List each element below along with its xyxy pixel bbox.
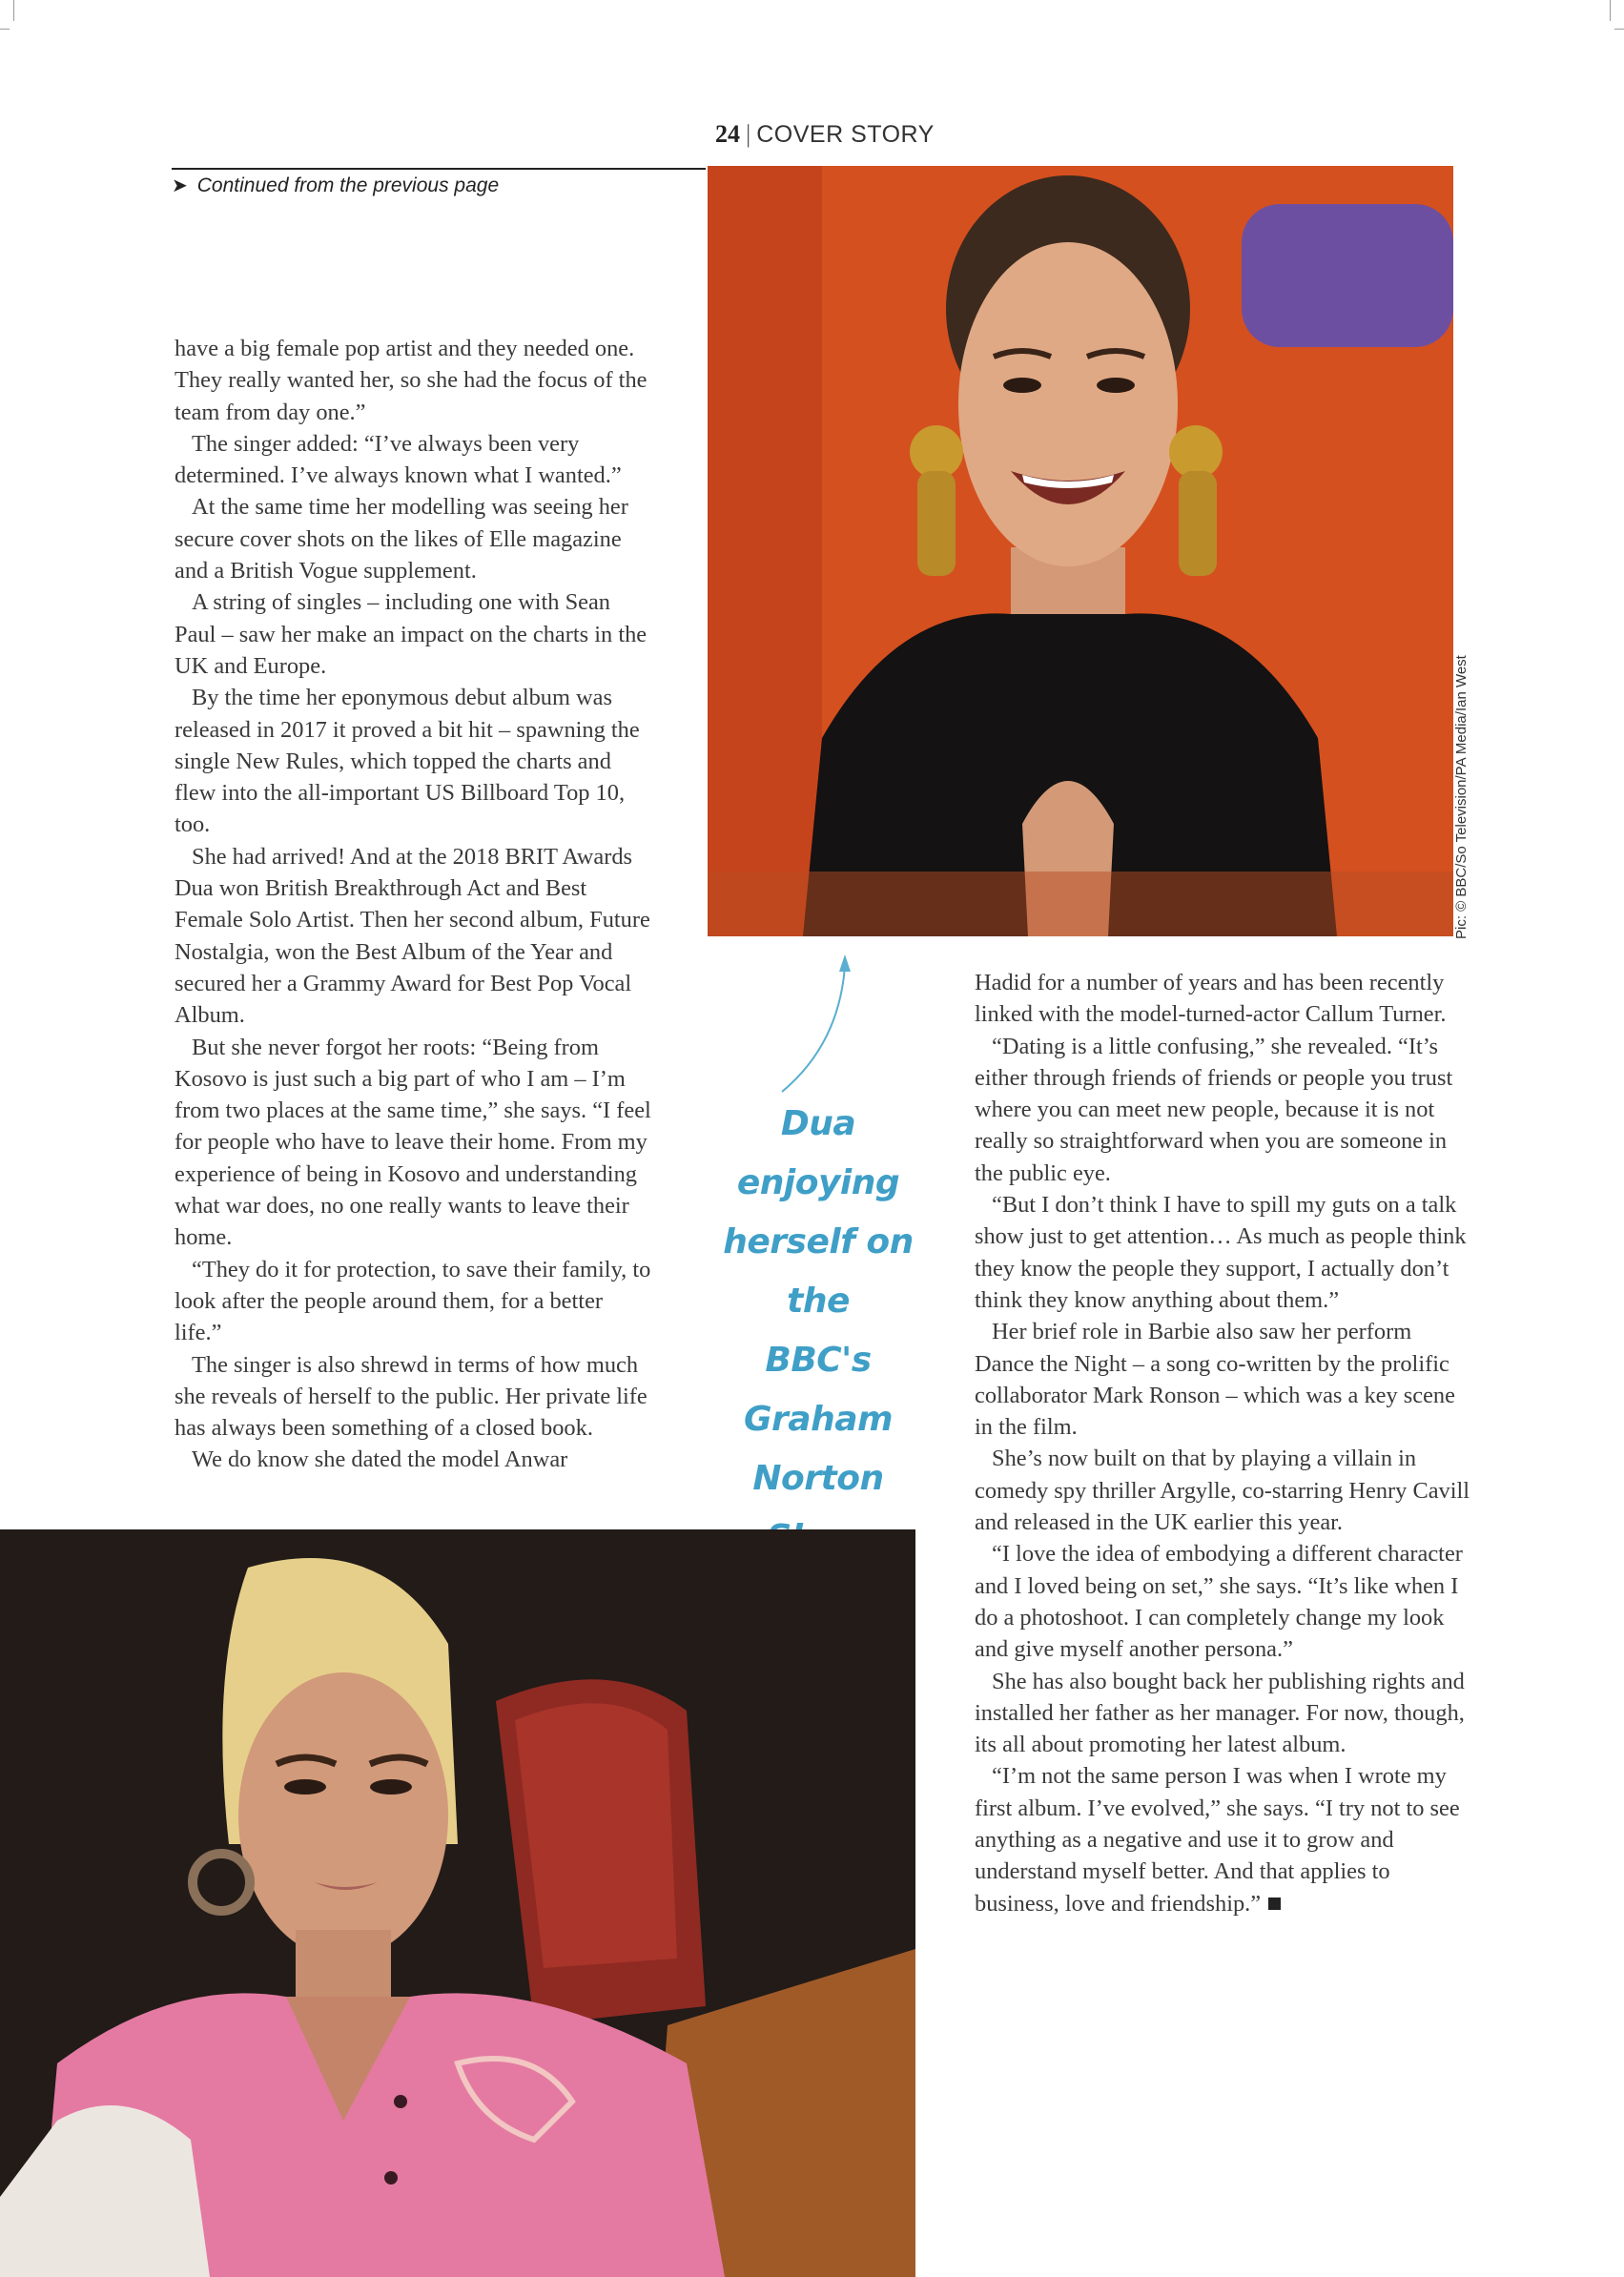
arrow-icon: ➤ (172, 175, 188, 196)
caption-arrow-icon (763, 949, 858, 1101)
paragraph-text: “I’m not the same person I was when I wrote my first album. I’ve evolved,” she says. “I try not to see anything as a negative and use it to grow and understand myself better. And that applies to business, love and friendship.” (975, 1763, 1460, 1917)
crop-mark (13, 0, 14, 21)
paragraph: Her brief role in Barbie also saw her perform Dance the Night – a song co-written by the prolific collaborator Mark Ronson – which was a key scene in the film. (975, 1319, 1455, 1441)
paragraph: But she never forgot her roots: “Being from Kosovo is just such a big part of who I am – I’m from two places at the same time,” she says. “I feel for people who have to leave their home. From my experience of being in Kosovo and understanding what war does, no one really wants to leave their home. (175, 1034, 651, 1251)
paragraph: She had arrived! And at the 2018 BRIT Awards Dua won British Breakthrough Act and Best Female Solo Artist. Then her second album, Future Nostalgia, won the Best Album of the Year and secured her a Grammy Award for Best Pop Vocal Album. (175, 843, 650, 1029)
page-header (715, 120, 935, 149)
caption-line: Dua enjoying (736, 1104, 900, 1202)
paragraph: “I love the idea of embodying a different character and I loved being on set,” she says. “It’s like when I do a photoshoot. I can completely change my look and give myself another persona.” (975, 1541, 1463, 1663)
paragraph: We do know she dated the model Anwar (192, 1446, 568, 1473)
paragraph: She has also bought back her publishing rights and installed her father as her manager. For now, though, its all about promoting her latest album. (975, 1668, 1465, 1758)
page-number: 24 (715, 120, 740, 148)
section-title: COVER STORY (756, 121, 935, 148)
paragraph: “They do it for protection, to save their family, to look after the people around them, for a better life.” (175, 1256, 651, 1346)
photo-portrait-pink-shirt (0, 1529, 915, 2277)
crop-mark (1614, 29, 1624, 30)
caption-line: Norton (752, 1459, 884, 1498)
header-rule (172, 168, 706, 170)
paragraph: have a big female pop artist and they needed one. They really wanted her, so she had the focus of the team from day one.” (175, 336, 648, 425)
continued-note (172, 174, 499, 197)
paragraph: A string of singles – including one with Sean Paul – saw her make an impact on the charts in the UK and Europe. (175, 589, 648, 679)
photo-caption (704, 1095, 933, 1568)
caption-line: herself on the (723, 1222, 914, 1321)
caption-line: BBC's Graham (743, 1341, 894, 1439)
paragraph: She’s now built on that by playing a villain in comedy spy thriller Argylle, co-starring Henry Cavill and released in the UK earlier this year. (975, 1446, 1470, 1536)
continued-label: Continued from the previous page (196, 174, 500, 196)
paragraph: “But I don’t think I have to spill my guts on a talk show just to get attention… As much as people think they know the people they support, I actually don’t think they know anything about them.” (975, 1192, 1467, 1313)
header-separator: | (746, 120, 751, 148)
photo-credit: Pic: © BBC/So Television/PA Media/Ian West (1453, 655, 1470, 939)
photo-graham-norton (708, 166, 1453, 936)
paragraph: At the same time her modelling was seeing her secure cover shots on the likes of Elle magazine and a British Vogue supplement. (175, 494, 628, 585)
paragraph: The singer added: “I’ve always been very determined. I’ve always known what I wanted.” (175, 430, 622, 489)
paragraph: Hadid for a number of years and has been recently linked with the model-turned-actor Callum Turner. (975, 970, 1447, 1028)
article-column-right (975, 967, 1470, 1919)
crop-mark (1610, 0, 1611, 21)
paragraph: The singer is also shrewd in terms of how much she reveals of herself to the public. Her private life has always been something of a closed book. (175, 1351, 648, 1442)
crop-mark (0, 29, 10, 30)
photo-illustration (0, 1529, 915, 2277)
paragraph: By the time her eponymous debut album was released in 2017 it proved a bit hit – spawning the single New Rules, which topped the charts and flew into the all-important US Billboard Top 10, too. (175, 685, 640, 838)
paragraph-final (975, 1760, 1470, 1918)
photo-illustration (708, 166, 1453, 936)
article-column-left (175, 333, 651, 1476)
paragraph: “Dating is a little confusing,” she revealed. “It’s either through friends of friends or people you trust where you can meet new people, because it is not really so straightforward when you are someone in the public eye. (975, 1033, 1453, 1186)
end-mark-icon (1268, 1898, 1281, 1910)
